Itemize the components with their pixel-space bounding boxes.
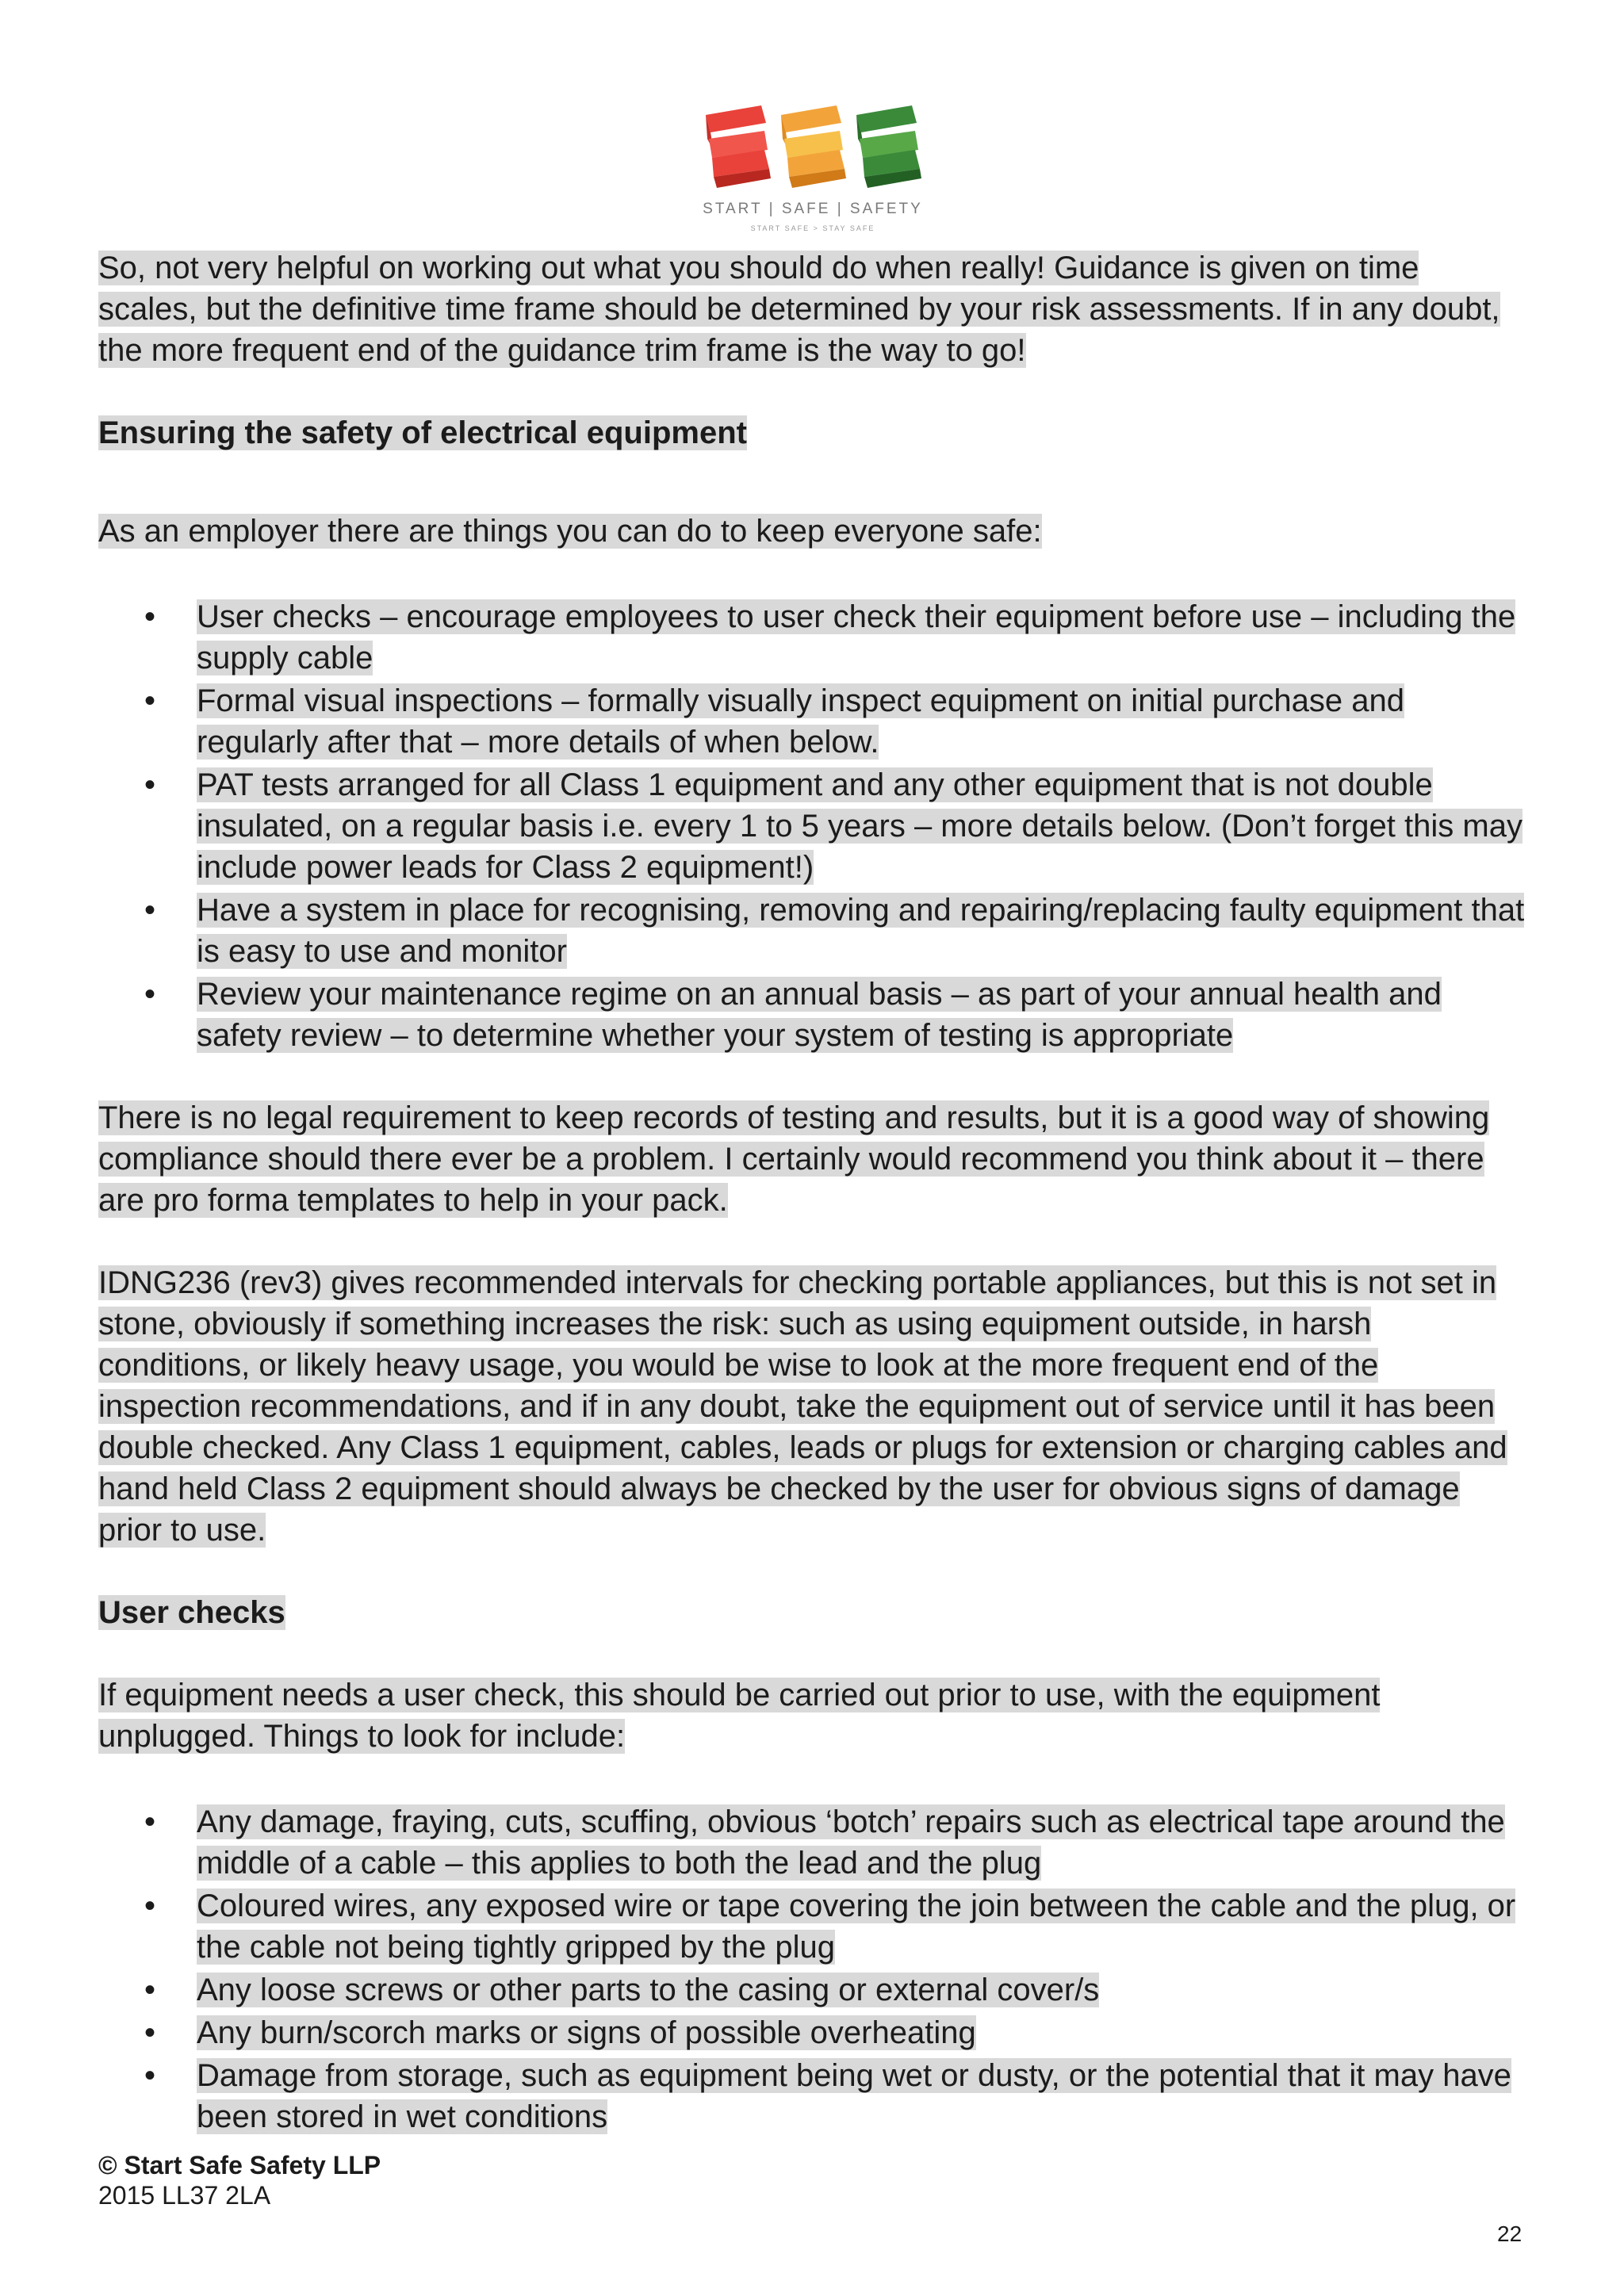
heading-text: Ensuring the safety of electrical equipment bbox=[98, 415, 747, 450]
records-paragraph bbox=[98, 1097, 1526, 1221]
list-item-text: Any damage, fraying, cuts, scuffing, obvious ‘botch’ repairs such as electrical tape around the middle of a cable – this applies to both the lead and the plug bbox=[197, 1804, 1505, 1881]
list-item-text: Damage from storage, such as equipment being wet or dusty, or the potential that it may have been stored in wet conditions bbox=[197, 2058, 1511, 2134]
sss-logo-icon bbox=[698, 99, 928, 194]
list-item-text: Have a system in place for recognising, removing and repairing/replacing faulty equipment that is easy to use and monitor bbox=[197, 893, 1525, 969]
bullet-icon: • bbox=[144, 2015, 156, 2050]
list-item bbox=[98, 764, 1526, 888]
employer-text: As an employer there are things you can do to keep everyone safe: bbox=[98, 514, 1042, 549]
company-logo bbox=[698, 99, 928, 242]
logo-subtag: START SAFE > STAY SAFE bbox=[750, 224, 875, 232]
employer-actions-list bbox=[98, 596, 1526, 1056]
list-item-text: Any loose screws or other parts to the casing or external cover/s bbox=[197, 1973, 1100, 2007]
list-item bbox=[98, 1801, 1526, 1884]
list-item-text: Review your maintenance regime on an annual basis – as part of your annual health and safety review – to determine whether your system of testing is appropriate bbox=[197, 977, 1442, 1053]
list-item bbox=[98, 2055, 1526, 2137]
logo-tagline: START | SAFE | SAFETY bbox=[703, 201, 923, 217]
bullet-icon: • bbox=[144, 1804, 156, 1839]
heading-text: User checks bbox=[98, 1595, 285, 1630]
list-item bbox=[98, 596, 1526, 679]
list-item bbox=[98, 1885, 1526, 1968]
section-heading-electrical-safety bbox=[98, 412, 1526, 453]
bullet-icon: • bbox=[144, 683, 156, 718]
list-item-text: Coloured wires, any exposed wire or tape covering the join between the cable and the plug, or the cable not being tightly gripped by the plug bbox=[197, 1888, 1516, 1965]
bullet-icon: • bbox=[144, 1973, 156, 2007]
footer-postcode: 2015 LL37 2LA bbox=[98, 2181, 271, 2210]
list-item bbox=[98, 1969, 1526, 2011]
list-item-text: User checks – encourage employees to user check their equipment before use – including the supply cable bbox=[197, 599, 1516, 675]
bullet-icon: • bbox=[144, 767, 156, 802]
usercheck-text: If equipment needs a user check, this should be carried out prior to use, with the equipment unplugged. Things to look for include: bbox=[98, 1678, 1381, 1754]
user-check-list bbox=[98, 1801, 1526, 2137]
list-item-text: Any burn/scorch marks or signs of possible overheating bbox=[197, 2015, 976, 2050]
idng-paragraph bbox=[98, 1262, 1526, 1551]
bullet-icon: • bbox=[144, 1888, 156, 1923]
bullet-icon: • bbox=[144, 599, 156, 634]
bullet-icon: • bbox=[144, 2058, 156, 2093]
document-body bbox=[98, 247, 1526, 2179]
page-footer bbox=[98, 2150, 381, 2210]
intro-text: So, not very helpful on working out what you should do when really! Guidance is given on time scales, but the definitive time frame should be determined by your risk assessments. If in any doubt, the more frequent end of the guidance trim frame is the way to go! bbox=[98, 251, 1500, 368]
list-item bbox=[98, 890, 1526, 972]
bullet-icon: • bbox=[144, 977, 156, 1012]
section-heading-user-checks bbox=[98, 1592, 1526, 1633]
list-item bbox=[98, 2012, 1526, 2053]
records-text: There is no legal requirement to keep records of testing and results, but it is a good way of showing compliance should there ever be a problem. I certainly would recommend you think about it – there are pro forma templates to help in your pack. bbox=[98, 1100, 1490, 1218]
list-item bbox=[98, 680, 1526, 763]
list-item-text: Formal visual inspections – formally visually inspect equipment on initial purchase and regularly after that – more details of when below. bbox=[197, 683, 1404, 760]
list-item bbox=[98, 974, 1526, 1056]
intro-paragraph bbox=[98, 247, 1526, 371]
copyright-text: © Start Safe Safety LLP bbox=[98, 2151, 381, 2179]
list-item-text: PAT tests arranged for all Class 1 equipment and any other equipment that is not double insulated, on a regular basis i.e. every 1 to 5 years – more details below. (Don’t forget this may include power leads for Class 2 equipment!) bbox=[197, 767, 1522, 885]
usercheck-paragraph bbox=[98, 1674, 1526, 1757]
page-number: 22 bbox=[1497, 2221, 1522, 2246]
idng-text: IDNG236 (rev3) gives recommended intervals for checking portable appliances, but this is not set in stone, obviously if something increases the risk: such as using equipment outside, in harsh conditions, or likely heavy usage, you would be wise to look at the more frequent end of the inspection recommendations, and if in any doubt, take the equipment out of service until it has been double checked. Any Class 1 equipment, cables, leads or plugs for extension or charging cables and hand held Class 2 equipment should always be checked by the user for obvious signs of damage prior to use. bbox=[98, 1265, 1507, 1548]
bullet-icon: • bbox=[144, 893, 156, 928]
employer-paragraph bbox=[98, 511, 1526, 552]
